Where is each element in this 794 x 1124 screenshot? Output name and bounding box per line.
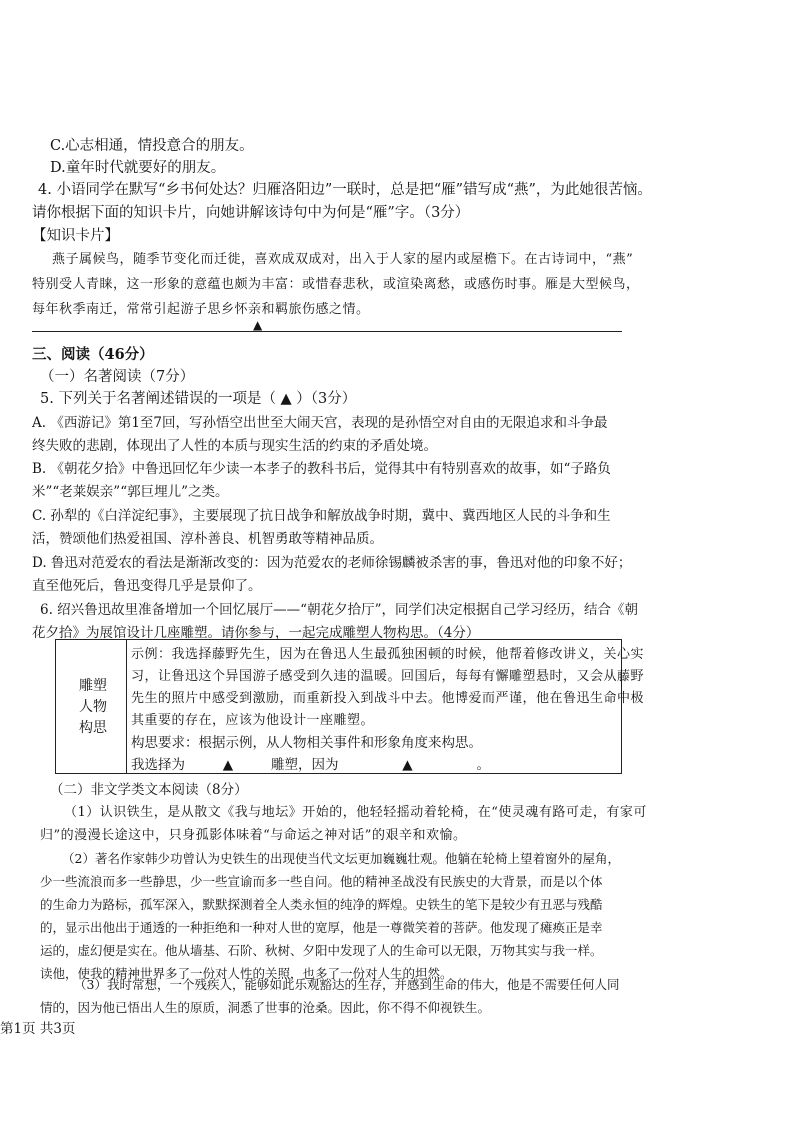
fill-mid: 雕塑，因为	[271, 757, 339, 773]
q5-option-b-line2: 米”“老莱娱亲”“郭巨埋儿”之类。	[32, 484, 229, 500]
q5-option-b-line1: B. 《朝花夕拾》中鲁迅回忆年少读一本孝子的教科书后，觉得其中有特别喜欢的故事，如“子路负	[32, 461, 611, 477]
requirement-text: 构思要求：根据示例，从人物相关事件和形象角度来构思。	[131, 735, 482, 751]
q5-option-c-line2: 活，赞颂他们热爱祖国、淳朴善良、机智勇敢等精神品质。	[32, 531, 383, 547]
passage-p3-line1: （3）我时常想，一个残疾人，能够如此乐观豁达的生存，并感到生命的伟大，他是不需要任何人同	[74, 977, 620, 992]
question-6-line1: 6. 绍兴鲁迅故里准备增加一个回忆展厅——“朝花夕拾厅”，同学们决定根据自己学习经历，结合《朝	[40, 602, 638, 618]
question-6-line2: 花夕拾》为展馆设计几座雕塑。请你参与，一起完成雕塑人物构思。（4分）	[32, 625, 480, 641]
passage-p2-line6: 读他，使我的精神世界多了一份对人性的关照，也多了一份对人生的坦然。	[40, 966, 453, 981]
table-divider	[126, 639, 127, 774]
example-line4: 其重要的存在，应该为他设计一座雕塑。	[131, 713, 375, 728]
passage-p2-line4: 的，显示出他出于通透的一种拒绝和一种对人世的宽厚，他是一尊微笑着的菩萨。他发现了瘫痪正是幸	[40, 920, 603, 935]
reason-blank[interactable]	[339, 757, 477, 774]
blank-mark-1: ▲	[222, 757, 234, 773]
example-line2: 习，让鲁迅这个异国游子感受到久违的温暖。回国后，每每有懈雕塑悬时，又会从藤野	[131, 669, 645, 684]
answer-mark: ▲	[253, 318, 263, 332]
example-line1: 示例：我选择藤野先生，因为在鲁迅人生最孤独困顿的时候，他帮着修改讲义，关心实	[131, 647, 645, 662]
passage-p3-line2: 情的，因为他已悟出人生的原质，洞悉了世事的沧桑。因此，你不得不仰视铁生。	[40, 1000, 491, 1015]
knowledge-card-line3: 每年秋季南迁，常常引起游子思乡怀亲和羁旅伤感之情。	[32, 302, 370, 317]
part-2-heading: （二）非文学类文本阅读（8分）	[50, 782, 248, 798]
q5-option-d-line2: 直至他死后，鲁迅变得几乎是景仰了。	[32, 578, 262, 594]
passage-p2-line5: 运的，虚幻便是实在。他从墙基、石阶、秋树、夕阳中发现了人的生命可以无限，万物其实与我一样。	[40, 943, 603, 958]
passage-p2-line1: （2）著名作家韩少功曾认为史铁生的出现使当代文坛更加巍巍壮观。他躺在轮椅上望着窗外的屋角，	[62, 851, 620, 866]
knowledge-card-line1: 燕子属候鸟，随季节变化而迁徙，喜欢成双成对，出入于人家的屋内或屋檐下。在古诗词中，“燕”	[52, 252, 634, 267]
sculpture-name-blank[interactable]	[185, 757, 271, 774]
q5-option-a-line2: 终失败的悲剧，体现出了人性的本质与现实生活的约束的矛盾处境。	[32, 438, 437, 454]
option-c: C.心志相通，情投意合的朋友。	[50, 138, 254, 154]
passage-p2-line2: 少一些流浪而多一些静思，少一些宣谕而多一些自问。他的精神圣战没有民族史的大背景，而是以个体	[40, 874, 603, 889]
knowledge-card-line2: 特别受人青睐，这一形象的意蕴也颇为丰富：或惜春悲秋，或渲染离愁，或感伤时事。雁是大型候鸟，	[32, 277, 640, 292]
question-4-line1: 4. 小语同学在默写“乡书何处达？归雁洛阳边”一联时，总是把“雁”错写成“燕”，为此她很苦恼。	[38, 182, 652, 198]
q5-option-a-line1: A. 《西游记》第1至7回，写孙悟空出世至大闹天宫，表现的是孙悟空对自由的无限追求和斗争最	[32, 415, 608, 431]
knowledge-card-title: 【知识卡片】	[32, 228, 119, 244]
option-d: D.童年时代就要好的朋友。	[50, 160, 226, 176]
blank-mark-2: ▲	[402, 757, 413, 773]
part-1-heading: （一）名著阅读（7分）	[40, 369, 195, 385]
fill-in-line	[131, 753, 490, 774]
section-divider	[32, 331, 622, 332]
question-4-line2: 请你根据下面的知识卡片，向她讲解该诗句中为何是“雁”字。（3分）	[32, 205, 470, 221]
fill-end: 。	[476, 757, 490, 773]
page-footer: 第1页 共3页	[0, 1021, 76, 1037]
fill-prefix: 我选择为	[131, 757, 185, 773]
passage-p1-line1: （1）认识铁生，是从散文《我与地坛》开始的，他轻轻摇动着轮椅，在“使灵魂有路可走，有家可	[64, 805, 647, 820]
question-5-stem: 5. 下列关于名著阐述错误的一项是（ ▲ ）（3分）	[40, 391, 357, 407]
example-line3: 先生的照片中感受到激励，而重新投入到战斗中去。他博爱而严谨，他在鲁迅生命中极	[131, 691, 645, 706]
passage-p2-line3: 的生命力为路标，孤军深入，默默探测着全人类永恒的纯净的辉煌。史铁生的笔下是较少有丑恶与残酷	[40, 897, 603, 912]
table-label: 雕塑人物构思	[79, 678, 107, 736]
section-3-heading: 三、阅读（46分）	[32, 346, 154, 363]
q5-option-d-line1: D. 鲁迅对范爱农的看法是渐渐改变的：因为范爱农的老师徐锡麟被杀害的事，鲁迅对他的印象不好；	[32, 555, 632, 571]
passage-p1-line2: 归”的漫漫长途这中，只身孤影体味着“与命运之神对话”的艰辛和欢愉。	[40, 828, 467, 843]
q5-option-c-line1: C. 孙犁的《白洋淀纪事》，主要展现了抗日战争和解放战争时期，冀中、冀西地区人民的斗争和生	[32, 508, 611, 524]
